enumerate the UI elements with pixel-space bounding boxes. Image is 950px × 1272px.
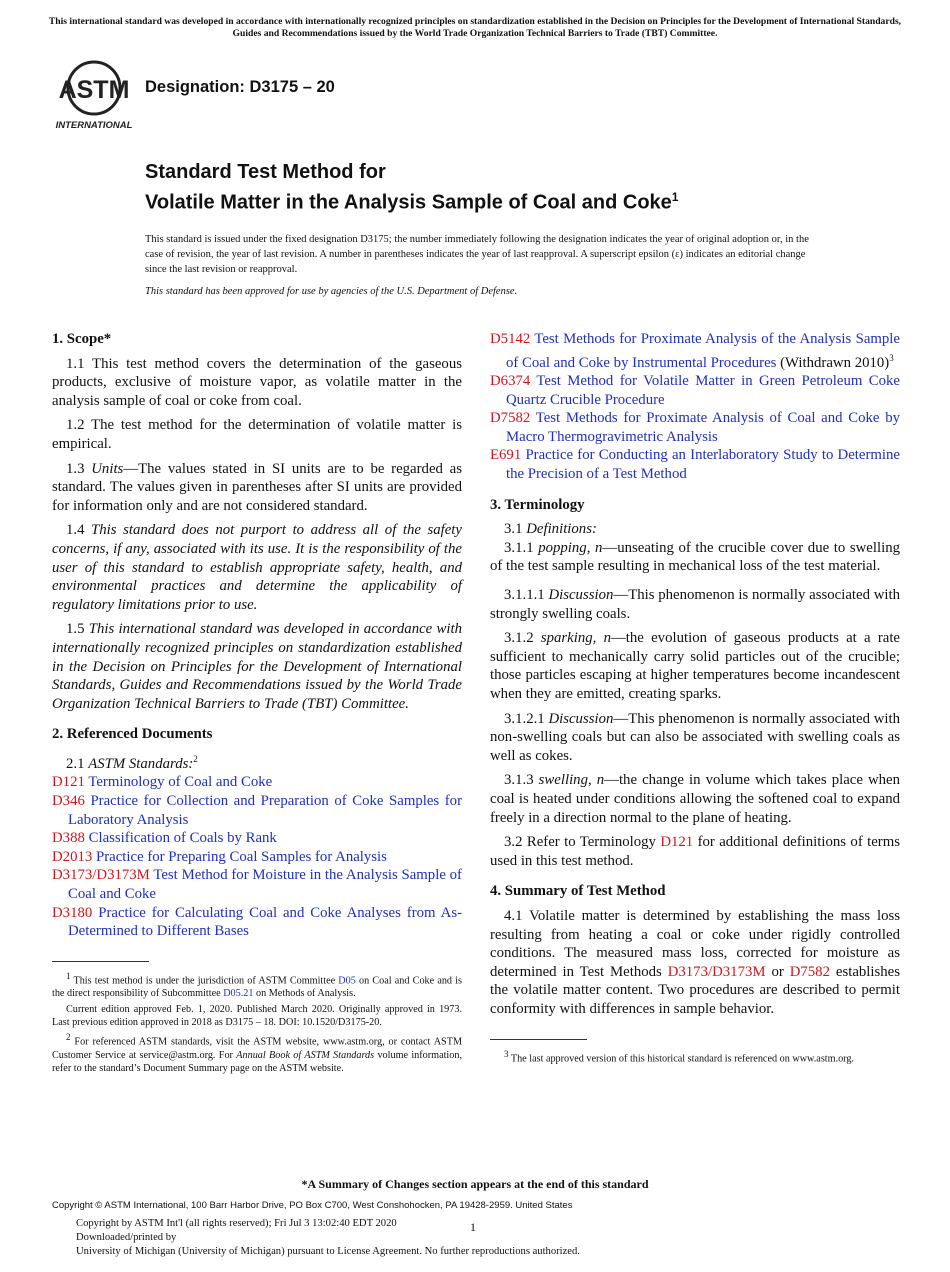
title-line1: Standard Test Method for	[145, 161, 386, 183]
summary-heading: 4. Summary of Test Method	[490, 883, 666, 900]
right-column	[490, 330, 900, 1067]
title-line2	[145, 185, 678, 216]
issue-note: This standard is issued under the fixed designation D3175; the number immediately following the designation indicates the year of original adoption or, in the case of revision, the year of last revision. A number in parentheses indicates the year of last reapproval. A superscript epsilon (ε) indicates an editorial change since the last revision or reapproval.	[145, 234, 809, 275]
footnote-edition: Current edition approved Feb. 1, 2020. Published March 2020. Originally approved in 1973. Last previous edition approved in 2018 as D3175 – 18. DOI: 10.1520/D3175-20.	[52, 1003, 462, 1028]
para-1-3: 1.3 Units—The values stated in SI units are to be regarded as standard. The values given in parentheses after SI units are provided for information only and are not considered standard.	[52, 460, 462, 514]
d3173-link[interactable]: D3173/D3173M	[667, 963, 766, 980]
license-line2: Downloaded/printed by	[76, 1232, 177, 1243]
copyright-line: Copyright © ASTM International, 100 Barr Harbor Drive, PO Box C700, West Conshohocken, PA 19428-2959. United States	[52, 1200, 573, 1211]
reference-item[interactable]: D2013 Practice for Preparing Coal Samples for Analysis	[52, 848, 387, 865]
subcommittee-link[interactable]: D05.21	[223, 988, 254, 1000]
reference-item[interactable]: D121 Terminology of Coal and Coke	[52, 774, 273, 791]
reference-item[interactable]: D388 Classification of Coals by Rank	[52, 830, 277, 847]
page-number: 1	[470, 1220, 476, 1234]
reference-item[interactable]: D3173/D3173M Test Method for Moisture in the Analysis Sample of Coal and Coke	[52, 867, 462, 902]
astm-standards-subheading: 2.1 ASTM Standards:$^2$	[66, 753, 198, 772]
para-3-1: 3.1 Definitions:	[504, 521, 597, 538]
license-block	[76, 1217, 580, 1259]
page-title	[145, 160, 678, 216]
top-notice: This international standard was developed in accordance with internationally recognized principles on standardization established in the Decision on Principles for the Development of International Standards, Guides and Recommendations issued by the World Trade Organization Technical Barriers to Trade (TBT) Committee.	[48, 16, 902, 39]
terminology-heading: 3. Terminology	[490, 496, 585, 513]
committee-link[interactable]: D05	[338, 975, 356, 987]
reference-item[interactable]: D346 Practice for Collection and Preparation of Coke Samples for Laboratory Analysis	[52, 792, 462, 828]
reference-item[interactable]: E691 Practice for Conducting an Interlaboratory Study to Determine the Precision of a Test Method	[490, 447, 900, 483]
d121-link[interactable]: D121	[660, 834, 694, 851]
license-line3: University of Michigan (University of Michigan) pursuant to License Agreement. No further reproductions authorized.	[76, 1246, 580, 1257]
para-3-1-1: 3.1.1 popping, n—unseating of the crucible cover due to swelling of the test sample resulting in mechanical loss of the test material.	[490, 539, 901, 575]
footnote-divider	[490, 1039, 587, 1040]
reference-item[interactable]: D6374 Test Method for Volatile Matter in Green Petroleum Coke Quartz Crucible Procedure	[490, 373, 900, 408]
para-3-1-2: 3.1.2 sparking, n—the evolution of gaseous products at a rate sufficient to mechanically carry solid particles out of the crucible; those particles escaping at higher temperatures become incandescent when they are emitted, creating sparks.	[490, 630, 901, 703]
astm-logo-subtext: INTERNATIONAL	[55, 120, 133, 131]
footnote-1: $^1$ This test method is under the jurisdiction of ASTM Committee D05 on Coal and Coke and is the direct responsibility of Subcommittee D05.21 on Methods of Analysis.	[52, 970, 462, 1000]
footnote-3: $^3$ The last approved version of this historical standard is referenced on www.astm.org.	[504, 1048, 855, 1064]
para-3-2: 3.2 Refer to Terminology D121 for additional definitions of terms used in this test method.	[490, 834, 901, 869]
dod-note: This standard has been approved for use by agencies of the U.S. Department of Defense.	[145, 286, 518, 297]
d7582-link[interactable]: D7582	[789, 963, 830, 980]
footnote-2: $^2$ For referenced ASTM standards, visit the ASTM website, www.astm.org, or contact ASTM Customer Service at service@astm.org. For Annual Book of ASTM Standards volume information, refer to the standard’s Document Summary page on the ASTM website.	[52, 1031, 462, 1074]
referenced-documents-heading: 2. Referenced Documents	[52, 726, 213, 743]
title-footnote-mark: 1	[671, 190, 679, 204]
para-3-1-2-1: 3.1.2.1 Discussion—This phenomenon is normally associated with non-swelling coals but can also be associated with swelling coals as well as cokes.	[490, 710, 901, 764]
reference-item[interactable]: D7582 Test Methods for Proximate Analysis of Coal and Coke by Macro Thermogravimetric Analysis	[490, 410, 900, 445]
reference-item[interactable]: D5142 Test Methods for Proximate Analysis of the Analysis Sample of Coal and Coke by Instrumental Procedures (Withdrawn 2010)$^3$	[490, 331, 900, 371]
para-3-1-3: 3.1.3 swelling, n—the change in volume which takes place when coal is heated under conditions allowing the softened coal to expand freely in a direction normal to the plane of heating.	[490, 772, 901, 826]
para-1-2: 1.2 The test method for the determination of volatile matter is empirical.	[52, 417, 462, 452]
license-line1: Copyright by ASTM Int'l (all rights reserved); Fri Jul 3 13:02:40 EDT 2020	[76, 1218, 397, 1229]
para-4-1: 4.1 Volatile matter is determined by establishing the mass loss resulting from heating a coal or coke under rigidly controlled conditions. The measured mass loss, corrected for moisture as determined in Test Methods D3173/D3173M or D7582 establishes the volatile matter content. Two procedures are described to permit conformity with differences in sample behavior.	[490, 907, 901, 1017]
para-3-1-1-1: 3.1.1.1 Discussion—This phenomenon is normally associated with strongly swelling coals.	[490, 587, 901, 622]
para-1-1: 1.1 This test method covers the determination of the gaseous products, exclusive of moisture vapor, as volatile matter in the analysis sample of coal or coke from coal.	[52, 355, 462, 409]
scope-heading: 1. Scope*	[52, 331, 112, 347]
reference-item[interactable]: D3180 Practice for Calculating Coal and Coke Analyses from As-Determined to Different Bases	[52, 904, 463, 940]
summary-of-changes-note: *A Summary of Changes section appears at the end of this standard	[301, 1177, 649, 1191]
designation: Designation: D3175 – 20	[145, 78, 335, 96]
astm-logo-graphic	[54, 58, 134, 132]
astm-logo	[54, 58, 134, 132]
left-column	[52, 330, 462, 1077]
astm-logo-text: ASTM	[58, 76, 130, 104]
footnote-divider	[52, 961, 149, 962]
para-1-5: 1.5 This international standard was developed in accordance with internationally recognized principles on standardization established in the Decision on Principles for the Development of International Standards, Guides and Recommendations issued by the World Trade Organization Technical Barriers to Trade (TBT) Committee.	[52, 621, 462, 712]
para-1-4: 1.4 This standard does not purport to address all of the safety concerns, if any, associated with its use. It is the responsibility of the user of this standard to establish appropriate safety, health, and environmental practices and determine the applicability of regulatory limitations prior to use.	[52, 522, 462, 613]
title-line2-text: Volatile Matter in the Analysis Sample of Coal and Coke	[145, 191, 672, 214]
